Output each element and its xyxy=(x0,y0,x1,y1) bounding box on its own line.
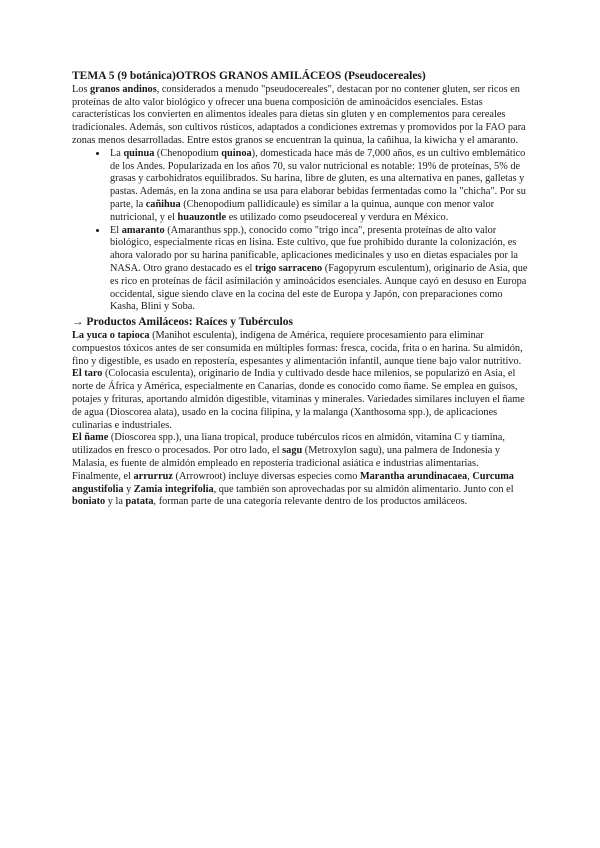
bold-term: El taro xyxy=(72,368,103,380)
bold-term: quinua xyxy=(123,147,155,159)
bold-term: cañihua xyxy=(145,198,181,210)
document-page xyxy=(72,70,532,509)
page-title: TEMA 5 (9 botánica)OTROS GRANOS AMILÁCEOS (Pseudocereales) xyxy=(72,70,426,82)
text-run: (Fagopyrum esculentum), originario de Asia, que es rico en proteínas de fácil asimilación y aminoácidos esenciales. Aunque cayó en desuso en Europa occidental, sigue siendo clave en la cocina del este de Europa y Japón, con preparaciones como Kasha, Blini y Soba. xyxy=(110,262,528,313)
text-run: (Chenopodium xyxy=(154,147,222,159)
list-item-quinua xyxy=(108,148,532,225)
list-item-amaranto xyxy=(108,225,532,315)
bold-term: Curcuma angustifolia xyxy=(72,470,514,495)
text-run: y la xyxy=(105,496,126,508)
bold-term: patata xyxy=(125,496,154,508)
text-run: es utilizado como pseudocereal y verdura en México. xyxy=(226,211,449,223)
text-run: La xyxy=(110,147,124,159)
bold-term: Zamia integrifolia xyxy=(133,483,214,495)
text-run: , xyxy=(467,470,473,482)
bold-term: quinoa xyxy=(221,147,252,159)
bold-term: Maranthа arundinacaea xyxy=(359,470,468,482)
text-run: y xyxy=(123,483,134,495)
text-run: ), domesticada hace más de 7,000 años, es un cultivo emblemático de los Andes. Popularizada en los años 70, su valor nutricional es notable: 19% de proteínas, 5% de grasas y carbohidratos equilibrados. Su harina, libre de gluten, es una alternativa en panes, galletas y pastas. Además, en la zona andina se usa para elaborar bebidas fermentadas como la "chicha". Por su parte, la xyxy=(110,147,526,210)
text-run: (Chenopodium pallidicaule) es similar a la quinua, aunque con menor valor nutricional, y el xyxy=(110,198,495,223)
paragraph-name xyxy=(72,432,532,470)
paragraph-yuca xyxy=(72,330,532,368)
paragraph-taro xyxy=(72,368,532,432)
text-run: , forman parte de una categoría relevante dentro de los productos amiláceos. xyxy=(153,496,468,508)
text-run: El xyxy=(110,224,122,236)
text-run: (Arrowroot) incluye diversas especies como xyxy=(172,470,360,482)
section-heading: → Productos Amiláceos: Raíces y Tubérculos xyxy=(72,316,293,329)
bold-term: trigo sarraceno xyxy=(254,262,323,274)
text-run: (Dioscorea spp.), una liana tropical, produce tubérculos ricos en almidón, vitamina C y tiamina, utilizados en fresco o procesados. Por otro lado, el xyxy=(72,432,505,457)
bold-term: amaranto xyxy=(121,224,165,236)
bold-term: sagu xyxy=(282,445,303,457)
intro-paragraph xyxy=(72,84,532,148)
bold-term: arrurruz xyxy=(133,470,173,482)
text-run: , que también son aprovechadas por su almidón alimentario. Junto con el xyxy=(213,483,514,495)
pseudocereal-list xyxy=(72,148,532,314)
paragraph-arrurruz xyxy=(72,471,532,509)
text-run: (Metroxylon sagu), una palmera de Indonesia y Malasia, es fuente de almidón empleado en repostería tradicional asiática e industrias alimentarias. xyxy=(72,445,501,469)
bold-term: El ñame xyxy=(72,432,109,444)
text-run: Finalmente, el xyxy=(72,470,134,482)
bold-term: La yuca o tapioca xyxy=(72,329,150,341)
text-run: (Amaranthus spp.), conocido como "trigo inca", presenta proteínas de alto valor biológico, especialmente ricas en lisina. Este cultivo, que fue prohibido durante la colonización, es ahora valorado por su harina panificable, aplicaciones medicinales y uso en dietas espaciales por la NASA. Otro grano destacado es el xyxy=(110,224,518,274)
text-run: (Colocasia esculenta), originario de India y cultivado desde hace milenios, se popularizó en Asia, el norte de África y América, especialmente en Canarias, donde es conocido como ñame. Se emplea en guisos, potajes y frituras, aportando almidón digestible, vitaminas y minerales. Variedades similares incluyen el ñame de agua (Dioscorea alata), usado en la cocina filipina, y la malanga (Xanthosoma spp.), de aplicaciones culinarias e industriales. xyxy=(72,368,525,431)
bold-term: huauzontle xyxy=(177,211,227,223)
bold-term: boniato xyxy=(72,496,106,508)
bold-term: granos andinos xyxy=(90,83,157,95)
text-run: , considerados a menudo "pseudocereales", destacan por no contener gluten, ser ricos en proteínas de alto valor biológico y ofrecer una buena composición de aminoácidos esenciales. Estas características los convierten en alimentos ideales para dietas sin gluten y en complementos para cereales tradicionales. Además, son cultivos rústicos, adaptados a condiciones extremas y promovidos por la FAO para zonas menos desarrolladas. Entre estos granos se encuentran la quinua, la cañihua, la kiwicha y el amaranto. xyxy=(72,83,526,146)
text-run: (Manihot esculenta), indígena de América, requiere procesamiento para eliminar compuestos tóxicos antes de ser consumida en múltiples formas: fresca, cocida, frita o en harina. Su almidón, fino y digestible, es usado en repostería, espesantes y alimentación infantil, aunque tiene bajo valor nutritivo. xyxy=(72,329,523,367)
text-run: Los xyxy=(72,83,91,95)
